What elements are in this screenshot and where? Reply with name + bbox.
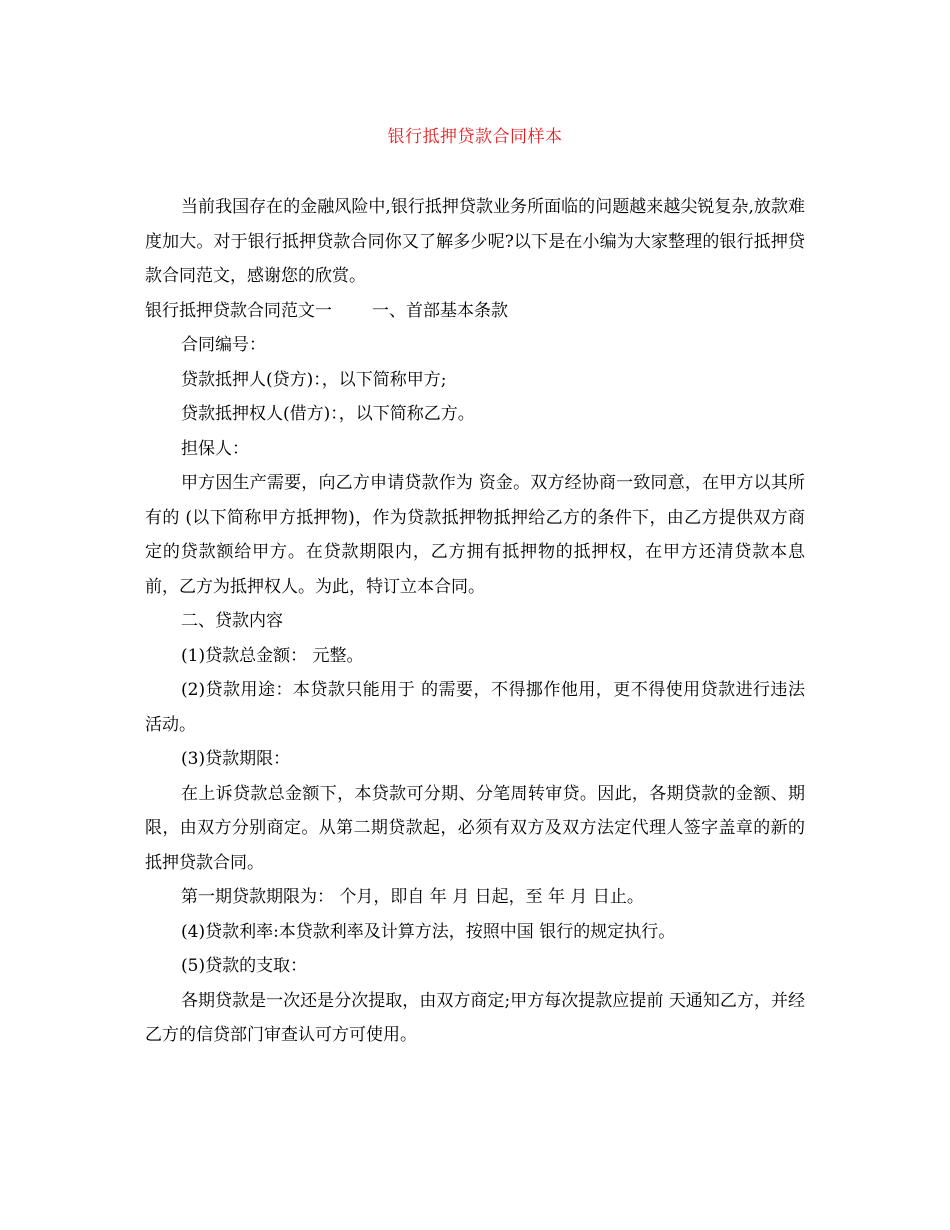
guarantor-field: 担保人：	[181, 438, 249, 459]
withdrawal-detail: 各期贷款是一次还是分次提取，由双方商定;甲方每次提款应提前 天通知乙方，并经乙方的信贷部门审查认可方可使用。	[145, 990, 805, 1045]
document-body	[145, 190, 805, 1053]
purpose-paragraph: 甲方因生产需要，向乙方申请贷款作为 资金。双方经协商一致同意，在甲方以其所有的 (以下简称甲方抵押物)，作为贷款抵押物抵押给乙方的条件下，由乙方提供双方商定的贷款额给甲方。在贷款期限内，乙方拥有抵押物的抵押权，在甲方还清贷款本息前，乙方为抵押权人。为此，特订立本合同。	[145, 473, 805, 597]
lender-field: 贷款抵押人(贷方)：，以下简称甲方;	[181, 369, 447, 390]
intro-paragraph: 当前我国存在的金融风险中,银行抵押贷款业务所面临的问题越来越尖锐复杂,放款难度加大。对于银行抵押贷款合同你又了解多少呢?以下是在小编为大家整理的银行抵押贷款合同范文，感谢您的欣赏。	[145, 197, 805, 286]
borrower-field: 贷款抵押权人(借方)：，以下简称乙方。	[181, 404, 475, 424]
sample-heading: 银行抵押贷款合同范文一	[145, 300, 332, 321]
sample-heading-line	[145, 294, 805, 329]
loan-amount-item: (1)贷款总金额： 元整。	[181, 645, 364, 666]
contract-number-field: 合同编号：	[181, 335, 266, 355]
interest-rate-item: (4)贷款利率:本贷款利率及计算方法，按照中国 银行的规定执行。	[181, 921, 676, 942]
loan-term-detail: 在上诉贷款总金额下，本贷款可分期、分笔周转审贷。因此，各期贷款的金额、期限，由双方分别商定。从第二期贷款起，必须有双方及双方法定代理人签字盖章的新的抵押贷款合同。	[145, 783, 805, 873]
first-period-line: 第一期贷款期限为： 个月，即自 年 月 日起，至 年 月 日止。	[181, 887, 644, 907]
loan-term-item: (3)贷款期限：	[181, 749, 291, 769]
section-one-heading: 一、首部基本条款	[372, 300, 508, 321]
document-title: 银行抵押贷款合同样本	[387, 127, 563, 147]
withdrawal-item: (5)贷款的支取：	[181, 956, 308, 976]
section-two-heading: 二、贷款内容	[181, 611, 283, 631]
loan-use-item: (2)贷款用途：本贷款只能用于 的需要，不得挪作他用，更不得使用贷款进行违法活动。	[145, 680, 805, 735]
